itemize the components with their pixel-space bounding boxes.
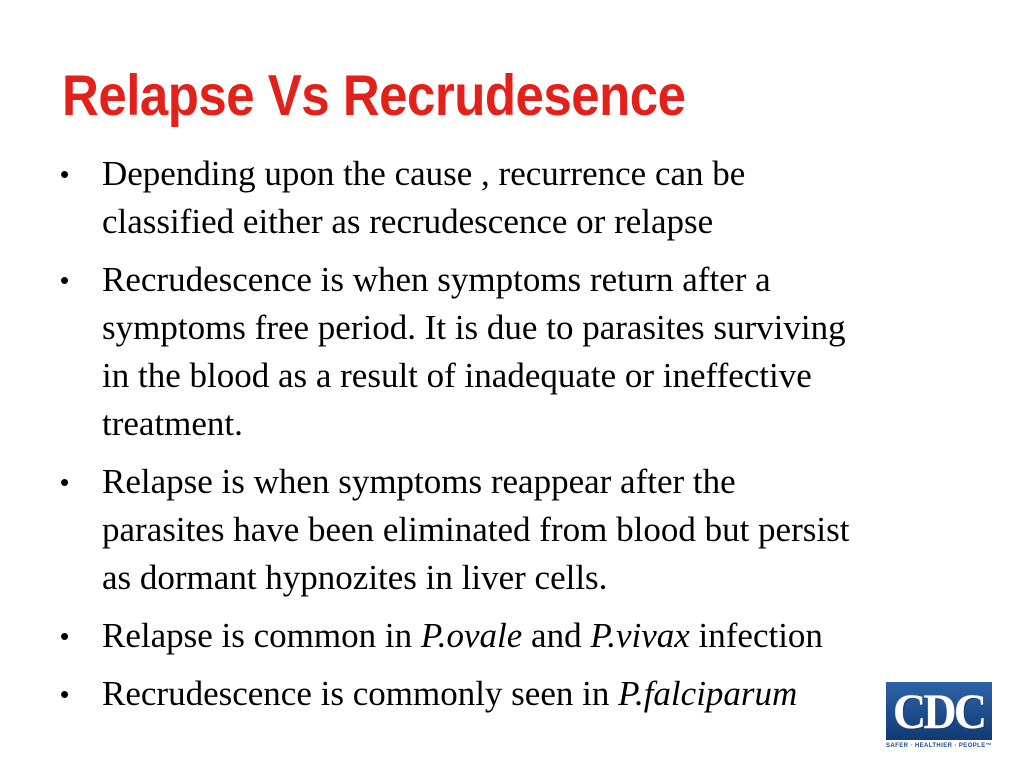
- bullet-line: [102, 506, 849, 554]
- text-segment: Recrudescence is commonly seen in: [102, 674, 619, 713]
- text-segment: and: [522, 616, 591, 655]
- cdc-logo-box: [886, 682, 992, 740]
- text-segment: as dormant hypnozites in liver cells.: [102, 558, 608, 597]
- bullet-text: [102, 256, 846, 448]
- text-segment: treatment.: [102, 404, 243, 443]
- bullet-line: [102, 352, 846, 400]
- text-segment: Depending upon the cause , recurrence can be: [102, 154, 746, 193]
- bullet-line: [102, 256, 846, 304]
- bullet-icon: •: [60, 467, 70, 497]
- bullet-line: [102, 554, 849, 602]
- bullet-item: [58, 150, 849, 246]
- bullet-line: [102, 458, 849, 506]
- cdc-logo-tagline: SAFER · HEALTHIER · PEOPLE™: [886, 743, 993, 749]
- species-name-italic: P.falciparum: [618, 674, 798, 713]
- bullet-item: [58, 670, 849, 718]
- bullet-icon: •: [60, 679, 70, 709]
- bullet-item: [58, 256, 849, 448]
- bullet-line: [102, 612, 823, 660]
- bullet-icon: •: [60, 159, 70, 189]
- bullet-line: [102, 304, 846, 352]
- bullet-text: [102, 670, 797, 718]
- text-segment: parasites have been eliminated from blood but persist: [102, 510, 850, 549]
- bullet-line: [102, 150, 745, 198]
- text-segment: symptoms free period. It is due to parasites surviving: [102, 308, 846, 347]
- species-name-italic: P.ovale: [420, 616, 523, 655]
- bullet-item: [58, 612, 849, 660]
- bullet-text: [102, 150, 745, 246]
- text-segment: classified either as recrudescence or relapse: [102, 202, 714, 241]
- text-segment: Relapse is when symptoms reappear after the: [102, 462, 736, 501]
- bullet-line: [102, 670, 797, 718]
- bullet-item: [58, 458, 849, 602]
- text-segment: Recrudescence is when symptoms return after a: [102, 260, 771, 299]
- bullet-icon: •: [60, 265, 70, 295]
- bullet-line: [102, 400, 846, 448]
- bullet-list: [58, 150, 849, 728]
- cdc-logo-text: CDC: [893, 683, 985, 739]
- species-name-italic: P.vivax: [590, 616, 690, 655]
- cdc-logo: [886, 682, 992, 754]
- text-segment: in the blood as a result of inadequate or ineffective: [102, 356, 812, 395]
- text-segment: Relapse is common in: [102, 616, 421, 655]
- bullet-text: [102, 458, 849, 602]
- bullet-text: [102, 612, 823, 660]
- bullet-icon: •: [60, 621, 70, 651]
- bullet-line: [102, 198, 745, 246]
- slide-title: Relapse Vs Recrudesence: [62, 63, 686, 128]
- text-segment: infection: [689, 616, 823, 655]
